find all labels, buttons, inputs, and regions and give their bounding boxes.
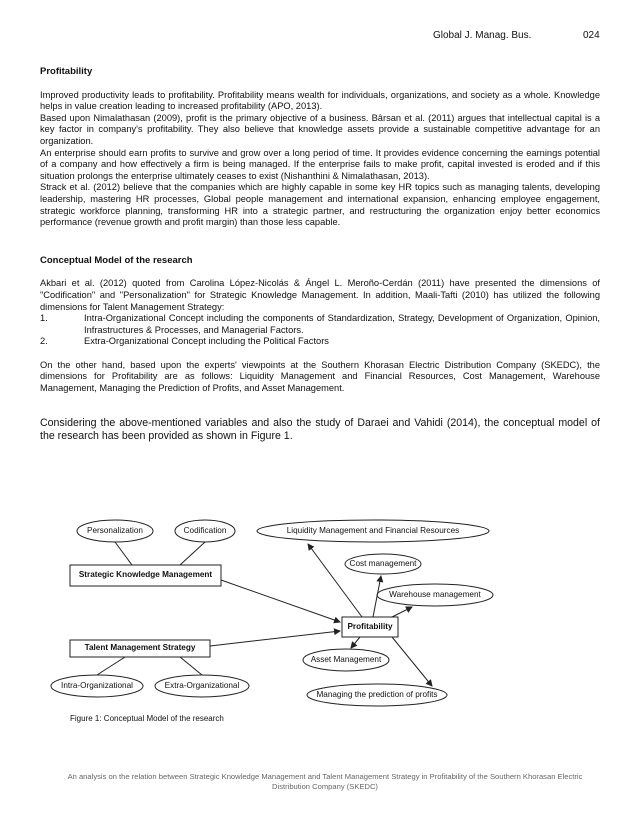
node-liquidity: Liquidity Management and Financial Resources	[286, 526, 460, 535]
tms-to-profitability-arrow	[210, 631, 340, 646]
list-item	[40, 313, 600, 336]
paragraph: Considering the above-mentioned variables and also the study of Daraei and Vahidi (2014), the conceptual model of the research has been provided as shown in Figure 1.	[40, 416, 600, 443]
node-asset: Asset Management	[310, 655, 382, 664]
personalization-link	[115, 542, 132, 565]
node-cost: Cost management	[349, 559, 417, 568]
profitability-to-liquidity-arrow	[308, 544, 362, 617]
profitability-to-prediction-arrow	[392, 637, 432, 686]
section-title-profitability: Profitability	[40, 66, 93, 77]
paragraph: Strack et al. (2012) believe that the companies which are highly capable in some key HR topics such as managing talents, developing leadership, mastering HR processes, Global people management and international expansion, enhancing employee engagement, strategic workforce planning, transforming HR into a strategic partner, and restructuring the organization enjoy better economics performance (revenue growth and profit margin) than those less capable.	[40, 182, 600, 228]
page-footer: An analysis on the relation between Strategic Knowledge Management and Talent Management Strategy in Profitability of the Southern Khorasan Electric Distribution Company (SKEDC)	[67, 772, 583, 791]
node-profitability: Profitability	[347, 622, 393, 631]
list-number: 1.	[40, 313, 48, 324]
node-codification: Codification	[183, 526, 227, 535]
list-item	[40, 336, 600, 348]
profitability-to-warehouse-arrow	[392, 607, 412, 617]
section-title-conceptual-model: Conceptual Model of the research	[40, 254, 193, 266]
paragraph: On the other hand, based upon the experts' viewpoints at the Southern Khorasan Electric Distribution Company (SKEDC), the dimensions for Profitability are as follows: Liquidity Management and Financial Resources, Cost Management, Warehouse Management, Managing the Prediction of Profits, and Asset Management.	[40, 359, 600, 394]
node-strategic-knowledge-management: Strategic Knowledge Management	[78, 570, 213, 579]
list-text: Extra-Organizational Concept including the Political Factors	[84, 336, 329, 347]
skm-to-profitability-arrow	[221, 580, 340, 622]
conceptual-model-diagram	[40, 500, 600, 730]
extra-link	[180, 657, 202, 675]
list-number: 2.	[40, 336, 48, 347]
list-text: Intra-Organizational Concept including the components of Standardization, Strategy, Development of Organization, Opinion, Infrastructures & Processes, and Managerial Factors.	[84, 313, 600, 335]
node-intra-organizational: Intra-Organizational	[61, 681, 133, 690]
profitability-to-asset-arrow	[351, 637, 360, 648]
codification-link	[180, 542, 205, 565]
figure-caption: Figure 1: Conceptual Model of the research	[70, 714, 224, 723]
intra-link	[97, 657, 125, 675]
node-prediction: Managing the prediction of profits	[316, 690, 438, 699]
journal-name: Global J. Manag. Bus.	[433, 30, 532, 41]
node-personalization: Personalization	[87, 526, 143, 535]
paragraph: Based upon Nimalathasan (2009), profit is the primary objective of a business. Bârsan et al. (2011) argues that intellectual capital is a key factor in company's profitability. They also believe that knowledge assets provide a sustainable competitive advantage for an organization.	[40, 112, 600, 146]
paragraph: Improved productivity leads to profitability. Profitability means wealth for individuals, organizations, and society as a whole. Knowledge helps in value creation leading to increased profitability (APO, 2013).	[40, 89, 600, 112]
node-talent-management-strategy: Talent Management Strategy	[84, 643, 196, 652]
page-number: 024	[583, 30, 600, 41]
paragraph: Akbari et al. (2012) quoted from Carolina López-Nicolás & Ángel L. Meroño-Cerdán (2011) have presented the dimensions of "Codification" and "Personalization" for Strategic Knowledge Management. In addition, Maali-Tafti (2010) has utilized the following dimensions for Talent Management Strategy:	[40, 278, 600, 312]
main-content	[40, 66, 600, 444]
node-warehouse: Warehouse management	[389, 590, 481, 599]
paragraph: An enterprise should earn profits to survive and grow over a long period of time. It provides evidence concerning the earnings potential of a company and how effectively a firm is being managed. If the enterprise fails to make profit, capital invested is eroded and if this situation prolongs the enterprise ultimately ceases to exist (Nishanthini & Nimalathasan, 2013).	[40, 147, 600, 181]
node-extra-organizational: Extra-Organizational	[164, 681, 240, 690]
